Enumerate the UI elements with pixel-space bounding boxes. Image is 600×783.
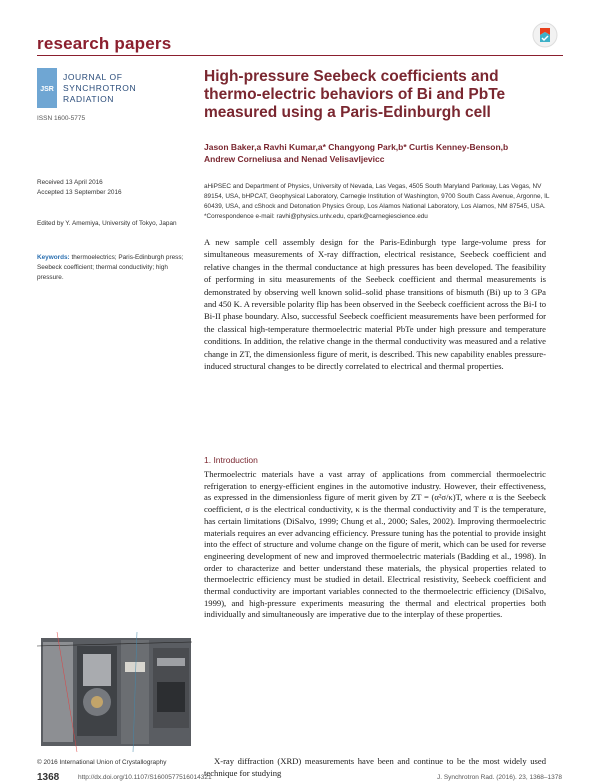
accepted-date: Accepted 13 September 2016	[37, 189, 122, 196]
section-heading: 1. Introduction	[204, 455, 258, 465]
affiliations: aHiPSEC and Department of Physics, University of Nevada, Las Vegas, 4505 South Maryland Parkway, Las Vegas, NV 89154, USA, bHPCAT, Geophysical Laboratory, Carnegie Institution of Washington, 9700 South Cass Avenue, Argonne, IL 60439, USA, and cShock and Detonation Physics Group, Los Alamos National Laboratory, Los Alamos, NM 87545, USA. *Correspondence e-mail: ravhi@physics.unlv.edu, cpark@carnegiescience.edu	[204, 183, 550, 220]
authors-line2: Andrew Corneliusa and Nenad Velisavljevicc	[204, 154, 385, 164]
received-date: Received 13 April 2016	[37, 179, 103, 186]
doi-link[interactable]: http://dx.doi.org/10.1107/S1600577516014321	[78, 774, 212, 781]
keywords-text: thermoelectrics; Paris-Edinburgh press; Seebeck coefficient; thermal conductivity; high pressure.	[37, 254, 184, 281]
crossmark-icon[interactable]	[532, 22, 558, 48]
keywords	[37, 253, 189, 283]
header-rule	[37, 55, 563, 56]
dates	[37, 178, 197, 198]
intro-paragraph-2: X-ray diffraction (XRD) measurements have been and continue to be the most widely used technique for studying	[204, 756, 546, 778]
issn: ISSN 1600-5775	[37, 115, 86, 122]
copyright-notice: © 2016 International Union of Crystallography	[37, 759, 167, 766]
journal-logo	[37, 68, 57, 108]
keywords-label: Keywords:	[37, 254, 70, 261]
intro-paragraph-1: Thermoelectric materials have a vast array of applications from commercial thermoelectric refrigeration to energy-efficient engines in the automotive industry. However, their effectiveness, as expressed in the dimensionless figure of merit given by ZT = (α²σ/κ)T, where α is the Seebeck coefficient, σ is the electrical conductivity, κ is the thermal conductivity and T is the temperature, has certain limitations (DiSalvo, 1999; Chung et al., 2000; Sales, 2002). Improving thermoelectric materials requires an ever advancing efficiency. Pressure tuning has the potential to provide insight into the effect of structure and volume change on the figure of merit, which can be used for reverse engineering development of new and improved thermoelectric materials (Badding et al., 1998). In order to characterize and better understand these materials, the physical properties related to thermoelectric efficiency must be studied in detail. Electrical resistivity, Seebeck coefficient and thermal conductivity are important variables connected to the thermoelectric efficiency (DiSalvo, 1999), and high-pressure experiments measuring the thermal and electrical properties both individually and simultaneously are imperative due to the interplay of these properties.	[204, 469, 546, 620]
abstract: A new sample cell assembly design for the Paris-Edinburgh type large-volume press for simultaneous measurements of X-ray diffraction, electrical resistance, Seebeck coefficient and relative changes in the thermal conductance at high pressures has been developed. The feasibility of performing in situ measurements of the Seebeck coefficient and thermal measurements is demonstrated by observing well known solid–solid phase transitions of bismuth (Bi) up to 3 GPa and 450 K. A reversible polarity flip has been observed in the Seebeck coefficient across the Bi-I to Bi-II phase boundary. Also, successful Seebeck coefficient measurements have been performed for the classical high-temperature thermoelectric material PbTe under high pressure and temperature conditions. In addition, the relative change in the thermal conductivity was measured and a relative change in ZT, the dimensionless figure of merit, is described. This new capability enables pressure-induced structural changes to be directly correlated to electrical and thermal properties.	[204, 237, 546, 372]
article-title: High-pressure Seebeck coefficients and thermo-electric behaviors of Bi and PbTe measured using a Paris-Edinburgh cell	[204, 68, 506, 121]
section-label: research papers	[37, 34, 172, 53]
author-list	[204, 141, 560, 165]
edited-by: Edited by Y. Amemiya, University of Tokyo, Japan	[37, 220, 177, 227]
page-number: 1368	[37, 772, 60, 783]
journal-citation: J. Synchrotron Rad. (2016). 23, 1368–1378	[436, 774, 562, 781]
cover-photo	[37, 632, 192, 752]
authors-line1: Jason Baker,a Ravhi Kumar,a* Changyong Park,b* Curtis Kenney-Benson,b	[204, 142, 509, 152]
svg-text:JSR: JSR	[40, 86, 54, 93]
journal-name	[63, 72, 193, 105]
journal-name-line3: RADIATION	[63, 94, 115, 104]
journal-name-line2: SYNCHROTRON	[63, 83, 137, 93]
journal-name-line1: JOURNAL OF	[63, 72, 123, 82]
